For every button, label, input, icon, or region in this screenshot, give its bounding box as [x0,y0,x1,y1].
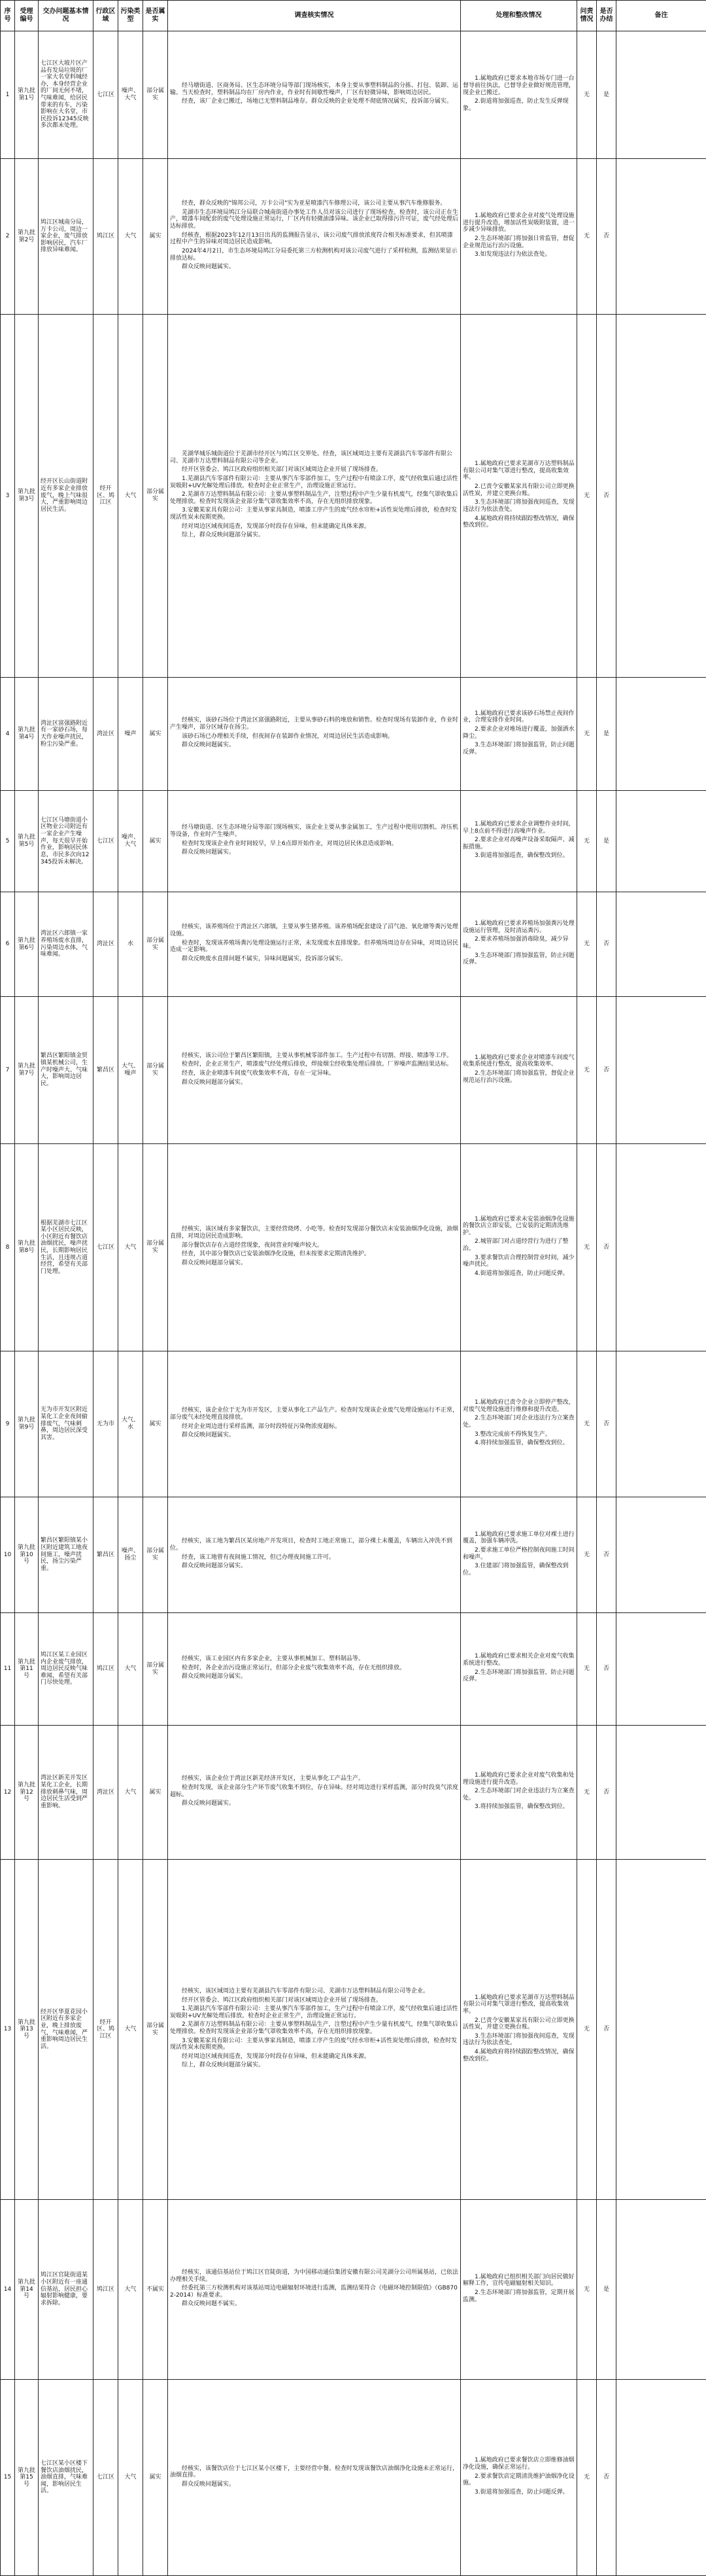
cell-verified: 部分属实 [143,1613,168,1726]
cell-remark [616,997,706,1144]
cell-pollution: 大气 [118,2200,143,2380]
header-row [1,1,706,31]
investigation-paragraph: 芜湖华城乐城街道位于芜湖市经开区与鸠江区交界处。经查，该区域周边主要有芜湖县汽车零部件有限公司、芜湖市万达塑料制品有限公司等企业。 [170,451,458,464]
header-remark: 备注 [616,1,706,31]
handling-paragraph: 3.要求餐饮店合理控制营业时间，减少噪声扰民。 [463,1255,575,1268]
header-code: 受理编号 [15,1,39,31]
cell-region: 鸠江区 [93,159,118,315]
cell-closed: 否 [597,159,616,315]
cell-seq: 11 [1,1613,15,1726]
cell-remark [616,678,706,791]
cell-code: 第九批第15号 [15,2380,39,2576]
handling-paragraph: 2.要求企业对堆场进行覆盖，加强洒水降尘。 [463,726,575,740]
cell-region: 湾沚区 [93,1726,118,1860]
cell-code: 第九批第7号 [15,997,39,1144]
handling-paragraph: 2.生态环境部门将加强监管，督促企业规范运行治污设施。 [463,1070,575,1084]
cell-region: 湾沚区 [93,678,118,791]
cell-code: 第九批第10号 [15,1497,39,1613]
handling-paragraph: 1.属地政府已要求企业调整作业时间，早上8点前不得进行高噪声作业。 [463,821,575,835]
cell-investigation [168,159,461,315]
table-row [1,1351,706,1497]
handling-paragraph: 2.要求施工单位严格控制夜间施工时间和噪声。 [463,1547,575,1561]
handling-paragraph: 2.生态环境部门对企业违法行为立案查处。 [463,1788,575,1801]
cell-code: 第九批第12号 [15,1726,39,1860]
cell-issue: 鸠江区城南分局，万卡公司，周边一家企业，废气排放影响居民，汽车厂排放异味难闻。 [39,159,93,315]
handling-paragraph: 1.属地政府已要求餐饮店立即维修油烟净化设施，确保正常运行。 [463,2457,575,2471]
cell-closed: 否 [597,1860,616,2200]
cell-seq: 4 [1,678,15,791]
cell-region: 经开区、鸠江区 [93,1860,118,2200]
investigation-paragraph: 3.安徽某家具有限公司：主要从事家具制造，喷漆工序产生的废气经水帘柜+活性炭处理后排放，检查时发现活性炭未按期更换。 [170,2038,458,2051]
cell-remark [616,159,706,315]
investigation-paragraph: 经开区管委会、鸠江区政府组织相关部门对该区域周边企业开展了现场排查。 [170,466,458,474]
header-issue: 交办问题基本情况 [39,1,93,31]
table-row [1,31,706,159]
handling-paragraph: 3.住建部门将加强监管，确保整改到位。 [463,1563,575,1576]
cell-handling [461,1351,577,1497]
investigation-paragraph: 经核查，根据2023年12月13日出具的监测报告显示，该公司废气排放浓度符合相关标准要求，但其喷漆过程中产生的异味对周边居民造成影响。 [170,232,458,246]
investigation-paragraph: 1.芜湖县汽车零部件有限公司：主要从事汽车零部件加工，生产过程中有喷涂工序，废气经收集后通过活性炭吸附+UV光解处理后排放。检查时企业正常生产，治理设施正常运行。 [170,2006,458,2019]
cell-verified: 部分属实 [143,892,168,997]
cell-handling [461,315,577,678]
investigation-paragraph: 经核实，该养殖场位于湾沚区六郎镇，主要从事生猪养殖。该养殖场配套建设了沼气池、氧化塘等粪污处理设施。 [170,924,458,937]
cell-issue: 七江区大坡片区产品有发局垃圾的厂一家大名堂料城经办，本身经营企业的厂间无何不堵，气味难闻，给居民带来的有车，污染影响在大名堂，市民投诉12345反映多次都未处理。 [39,31,93,159]
investigation-paragraph: 综上，群众反映问题部分属实。 [170,2062,458,2069]
investigation-paragraph: 经委托第三方检测机构对该基站周边电磁辐射环境进行监测，监测结果符合《电磁环境控制限值》（GB8702-2014）标准要求。 [170,2285,458,2299]
cell-code: 第九批第9号 [15,1351,39,1497]
investigation-paragraph: 经核实，该餐饮店位于七江区某小区楼下，主要经营中餐。检查时发现该餐饮店油烟净化设施未正常运行，油烟直排。 [170,2465,458,2479]
handling-paragraph: 1.属地政府已要求企业对废气收集和处理设施进行提升改造。 [463,1772,575,1786]
table-row [1,1613,706,1726]
header-verified: 是否属实 [143,1,168,31]
cell-closed: 是 [597,678,616,791]
cell-seq: 8 [1,1144,15,1351]
investigation-paragraph: 经核实，该区域有多家餐饮店，主要经营烧烤、小吃等。检查时发现部分餐饮店未安装油烟净化设施，油烟直排，对周边居民造成影响。 [170,1226,458,1240]
handling-paragraph: 4.将持续加强监管，确保整改到位。 [463,1440,575,1447]
handling-paragraph: 1.属地政府已要求企业对喷漆车间废气收集系统进行整改，提高收集效率。 [463,1054,575,1068]
investigation-paragraph: 该砂石场已办理相关手续，但夜间存在装卸作业情况，对周边居民生活造成影响。 [170,733,458,740]
investigation-paragraph: 经核实，该企业位于无为市开发区，主要从事化工产品生产。检查时发现该企业废气处理设施运行不正常，部分废气未经处理直接排放。 [170,1407,458,1421]
cell-verified: 部分属实 [143,1497,168,1613]
cell-pollution: 大气 [118,315,143,678]
cell-remark [616,1497,706,1613]
cell-seq: 9 [1,1351,15,1497]
cell-seq: 12 [1,1726,15,1860]
cell-handling [461,1144,577,1351]
handling-paragraph: 1.属地政府已要求相关企业对废气收集系统进行整改。 [463,1653,575,1667]
investigation-paragraph: 检查时，企业正常生产，喷漆废气经处理后排放，焊接烟尘经收集处理后排放。厂界噪声监测结果达标。 [170,1061,458,1068]
cell-accountability: 无 [577,678,597,791]
cell-issue: 七江区某小区楼下餐饮店油烟扰民，油烟直排，气味难闻，影响居民生活。 [39,2380,93,2576]
cell-seq: 15 [1,2380,15,2576]
investigation-paragraph: 群众反映问题属实。 [170,2481,458,2488]
investigation-paragraph: 群众反映问题属实。 [170,742,458,749]
cell-pollution: 噪声 [118,678,143,791]
investigation-paragraph: 经核实，该区域周边主要有芜湖县汽车零部件有限公司、芜湖市万达塑料制品有限公司等企业。 [170,1988,458,1995]
cell-region: 七江区 [93,2380,118,2576]
cell-pollution: 大气 [118,1144,143,1351]
cell-investigation [168,315,461,678]
header-pollution: 污染类型 [118,1,143,31]
cell-verified: 部分属实 [143,1860,168,2200]
investigation-paragraph: 经查，该企业喷漆车间废气收集效率不高，存在一定异味。 [170,1070,458,1077]
cell-issue: 无为市开发区附近某化工企业夜间偷排废气，气味刺鼻，周边居民深受其害。 [39,1351,93,1497]
cell-verified: 属实 [143,678,168,791]
handling-paragraph: 3.将持续加强监管，确保整改到位。 [463,1803,575,1811]
investigation-paragraph: 检查时发现该企业作业时间较早，早上6点即开始作业，对周边居民休息造成影响。 [170,841,458,848]
cell-closed: 否 [597,1497,616,1613]
table-row [1,2380,706,2576]
cell-handling [461,997,577,1144]
handling-paragraph: 1.属地政府已要求本地市场专门进一台督导前往执法，已督导企业做好规范管理，现企业已搬迁。 [463,75,575,96]
investigation-paragraph: 经核实，该工地为繁昌区某房地产开发项目，检查时工地正常施工，部分裸土未覆盖，车辆出入冲洗不到位。 [170,1538,458,1552]
investigation-paragraph: 群众反映问题属实。 [170,264,458,271]
cell-region: 七江区 [93,31,118,159]
investigation-paragraph: 群众反映问题部分属实。 [170,1079,458,1087]
cell-issue: 湾沚区富强路附近有一家砂石场，每天作业噪声扰民，粉尘污染严重。 [39,678,93,791]
investigation-paragraph: 经马塘街道、区生态环境分局等部门现场核实，该企业主要从事金属加工，生产过程中使用切割机、冲压机等设备，作业时产生噪声。 [170,824,458,838]
cell-pollution: 大气 [118,159,143,315]
cell-investigation [168,678,461,791]
cell-region: 鸠江区 [93,2200,118,2380]
handling-paragraph: 3.生态环境部门将加强监管，防止问题反弹。 [463,742,575,756]
cell-accountability: 无 [577,791,597,892]
cell-seq: 7 [1,997,15,1144]
investigation-paragraph: 群众反映问题属实。 [170,1800,458,1807]
cell-issue: 根据芜湖市七江区某小区居民反映，小区附近有餐饮店油烟扰民，噪声扰民，长期影响居民生活，且违规占道经营，希望有关部门处理。 [39,1144,93,1351]
table-row [1,2200,706,2380]
cell-handling [461,1613,577,1726]
table-row [1,159,706,315]
investigation-paragraph: 检查时，各企业治污设施正常运行，但部分企业废气收集效率不高，存在无组织排放。 [170,1665,458,1672]
cell-code: 第九批第6号 [15,892,39,997]
handling-paragraph: 1.属地政府已要求企业对废气处理设施进行提升改造，增加活性炭吸附装置，进一步减少异味排放。 [463,213,575,234]
investigation-paragraph: 经对周边区域夜间巡查，发现部分时段存在异味，但未能确定具体来源。 [170,2053,458,2061]
table-row [1,1726,706,1860]
investigation-paragraph: 芜湖市生态环境局鸠江分局联合城南街道办事处工作人员对该公司进行了现场检查。检查时，该公司正在生产，喷漆车间配套的废气处理设施正常运行，厂区内有轻微油漆异味。该企业已取得排污许可证，废气经处理后达标排放。 [170,209,458,230]
investigation-paragraph: 2.芜湖市万达塑料制品有限公司：主要从事塑料制品生产，注塑过程中产生少量有机废气，经集气罩收集后处理排放。检查时发现该企业部分集气罩收集效率不高，存在无组织排放现象。 [170,2021,458,2035]
investigation-paragraph: 经查，该工地曾有夜间施工情况，但已办理夜间施工许可。 [170,1554,458,1561]
handling-paragraph: 2.生态环境部门对企业违法行为立案查处。 [463,1415,575,1429]
cell-closed: 否 [597,1351,616,1497]
cell-closed: 否 [597,315,616,678]
cell-accountability: 无 [577,892,597,997]
table-row [1,1497,706,1613]
cell-closed: 否 [597,892,616,997]
cell-region: 七江区 [93,791,118,892]
investigation-paragraph: 群众反映问题属实。 [170,849,458,856]
investigation-paragraph: 1.芜湖县汽车零部件有限公司：主要从事汽车零部件加工，生产过程中有喷涂工序，废气经收集后通过活性炭吸附+UV光解处理后排放。检查时企业正常生产，治理设施正常运行。 [170,476,458,489]
handling-paragraph: 4.街道将加强巡查，防止问题反弹。 [463,1270,575,1278]
cell-accountability: 无 [577,159,597,315]
cell-closed: 否 [597,997,616,1144]
investigation-paragraph: 经对企业周边进行采样监测，部分时段特征污染物浓度超标。 [170,1423,458,1431]
cell-pollution: 大气 [118,1860,143,2200]
cell-code: 第九批第13号 [15,1860,39,2200]
investigation-paragraph: 经核实，该工业园区内有多家企业，主要从事机械加工、塑料制品等。 [170,1656,458,1663]
cell-pollution: 噪声、扬尘 [118,1497,143,1613]
cell-investigation [168,1613,461,1726]
cell-pollution: 大气 [118,1726,143,1860]
cell-code: 第九批第5号 [15,791,39,892]
handling-paragraph: 1.属地政府已要求未安装油烟净化设施的餐饮店立即安装，已安装的定期清洗维护。 [463,1216,575,1237]
handling-paragraph: 2.已责令安徽某家具有限公司立即更换活性炭，并建立更换台账。 [463,2017,575,2031]
cell-verified: 属实 [143,2380,168,2576]
cell-code: 第九批第14号 [15,2200,39,2380]
cell-pollution: 水 [118,892,143,997]
investigation-paragraph: 经核实，该企业位于湾沚区新芜经济开发区，主要从事化工产品生产。 [170,1775,458,1783]
cell-issue: 湾沚区六郎镇一家养殖场废水直排，污染周边水体，气味难闻。 [39,892,93,997]
cell-code: 第九批第8号 [15,1144,39,1351]
cell-seq: 2 [1,159,15,315]
cell-remark [616,892,706,997]
cell-closed: 否 [597,1726,616,1860]
cell-pollution: 大气 [118,1613,143,1726]
handling-paragraph: 1.属地政府已要求芜湖市万达塑料制品有限公司对集气罩进行整改，提高收集效率。 [463,461,575,481]
cell-investigation [168,1144,461,1351]
cell-verified: 部分属实 [143,315,168,678]
cell-handling [461,1497,577,1613]
cell-accountability: 无 [577,31,597,159]
cell-verified: 不属实 [143,2200,168,2380]
table-row [1,997,706,1144]
investigation-paragraph: 部分餐饮店存在占道经营现象，夜间营业时噪声较大。 [170,1242,458,1249]
handling-paragraph: 1.属地政府已责令企业立即停产整改，对废气处理设施进行维修和提升改造。 [463,1399,575,1413]
investigation-paragraph: 群众反映废水直排问题不属实，异味问题属实，投诉部分属实。 [170,956,458,963]
handling-paragraph: 4.属地政府将持续跟踪整改情况，确保整改到位。 [463,515,575,529]
cell-issue: 经开区长山街道附近有多家企业排放废气，晚上气味很大，严重影响周边居民生活。 [39,315,93,678]
handling-paragraph: 3.生态环境部门将加强监管，防止问题反弹。 [463,952,575,966]
cell-investigation [168,1497,461,1613]
handling-paragraph: 3.街道将加强巡查，防止问题反弹。 [463,2489,575,2496]
cell-verified: 属实 [143,159,168,315]
cell-investigation [168,892,461,997]
cell-handling [461,791,577,892]
cell-investigation [168,1351,461,1497]
cell-pollution: 大气、噪声 [118,997,143,1144]
investigation-paragraph: 经马塘街道、区商务局、区生态环境分局等部门现场核实，本身主要从事塑料制品的分拣、打包、装卸、运输。当天检查时，塑料制品均在厂房内作业，作业时有间歇性噪声，厂区有轻微异味，影响周边居民。 [170,82,458,96]
handling-paragraph: 2.生态环境部门将加强日常监管，督促企业规范运行治污设施。 [463,235,575,249]
cell-investigation [168,31,461,159]
investigation-paragraph: 2.芜湖市万达塑料制品有限公司：主要从事塑料制品生产，注塑过程中产生少量有机废气，经集气罩收集后处理排放。检查时发现该企业部分集气罩收集效率不高，存在无组织排放现象。 [170,491,458,505]
cell-investigation [168,1860,461,2200]
cell-handling [461,31,577,159]
investigation-paragraph: 群众反映问题部分属实。 [170,1673,458,1680]
investigation-paragraph: 群众反映问题部分属实。 [170,1260,458,1267]
cell-region: 繁昌区 [93,997,118,1144]
handling-paragraph: 1.属地政府已要求养殖场加强粪污处理设施运行管理，及时清运粪污。 [463,920,575,934]
cell-investigation [168,791,461,892]
cell-verified: 属实 [143,1351,168,1497]
table-row [1,791,706,892]
table-body [1,31,706,2576]
handling-paragraph: 2.街道将加强巡查，防止发生反弹现象。 [463,98,575,112]
investigation-paragraph: 经开区管委会、鸠江区政府组织相关部门对该区域周边企业开展了现场排查。 [170,1997,458,2004]
cell-handling [461,892,577,997]
cell-code: 第九批第2号 [15,159,39,315]
cell-region: 湾沚区 [93,892,118,997]
investigation-paragraph: 2024年4月2日，市生态环境局鸠江分局委托第三方检测机构对该公司废气进行了采样检测，监测结果显示排放达标。 [170,248,458,262]
handling-paragraph: 2.城管部门对占道经营行为进行了整治。 [463,1238,575,1252]
handling-paragraph: 1.属地政府已组织相关部门向居民做好解释工作，宣传电磁辐射相关知识。 [463,2274,575,2288]
cell-issue: 经开区华夏花园小区附近有多家企业，晚上排放废气，气味难闻，严重影响周边居民生活。 [39,1860,93,2200]
cell-closed: 否 [597,2380,616,2576]
cell-remark [616,791,706,892]
cell-verified: 部分属实 [143,31,168,159]
cell-seq: 3 [1,315,15,678]
cell-closed: 否 [597,1613,616,1726]
cell-handling [461,2200,577,2380]
cell-region: 经开区、鸠江区 [93,315,118,678]
cell-accountability: 无 [577,1144,597,1351]
cell-region: 繁昌区 [93,1497,118,1613]
cell-closed: 是 [597,2200,616,2380]
cell-region: 无为市 [93,1351,118,1497]
investigation-paragraph: 经核实，该通信基站位于鸠江区官陡街道，为中国移动通信集团安徽有限公司芜湖分公司所属基站，已依法办理相关手续。 [170,2269,458,2283]
cell-seq: 14 [1,2200,15,2380]
cell-verified: 部分属实 [143,997,168,1144]
handling-paragraph: 2.生态环境部门将加强监管，定期开展监测。 [463,2289,575,2303]
cell-investigation [168,2380,461,2576]
table-row [1,1860,706,2200]
cell-accountability: 无 [577,1726,597,1860]
cell-code: 第九批第3号 [15,315,39,678]
cell-remark [616,1613,706,1726]
cell-issue: 鸠江区官陡街道某小区附近有一座通信基站，居民担心辐射影响健康，要求拆除。 [39,2200,93,2380]
cell-closed: 否 [597,1144,616,1351]
cell-closed: 是 [597,791,616,892]
cell-handling [461,1860,577,2200]
investigation-paragraph: 经查，该厂企业已搬迁，场地已无塑料制品堆存。群众反映的企业处理不彻底情况属实，投诉部分属实。 [170,98,458,105]
cell-handling [461,159,577,315]
cell-closed: 是 [597,31,616,159]
table-row [1,315,706,678]
handling-paragraph: 2.已责令安徽某家具有限公司立即更换活性炭，并建立更换台账。 [463,483,575,497]
handling-paragraph: 1.属地政府已要求芜湖市万达塑料制品有限公司对集气罩进行整改，提高收集效率。 [463,1994,575,2015]
header-closed: 是否办结 [597,1,616,31]
handling-paragraph: 3.街道将加强巡查，确保整改到位。 [463,852,575,860]
cell-remark [616,1860,706,2200]
cell-remark [616,31,706,159]
handling-paragraph: 1.属地政府已要求施工单位对裸土进行覆盖，加强车辆冲洗。 [463,1531,575,1545]
handling-paragraph: 3.如发现违法行为依法查处。 [463,251,575,258]
cell-pollution: 大气 [118,2380,143,2576]
table-row [1,1144,706,1351]
cell-remark [616,1144,706,1351]
cell-seq: 13 [1,1860,15,2200]
cell-accountability: 无 [577,2380,597,2576]
cell-remark [616,1351,706,1497]
cell-seq: 10 [1,1497,15,1613]
table-row [1,678,706,791]
cell-verified: 属实 [143,1726,168,1860]
cell-accountability: 无 [577,2200,597,2380]
investigation-paragraph: 经查，其中部分餐饮店已安装油烟净化设施，但未按要求定期清洗维护。 [170,1251,458,1258]
investigation-paragraph: 3.安徽某家具有限公司：主要从事家具制造，喷漆工序产生的废气经水帘柜+活性炭处理后排放，检查时发现活性炭未按期更换。 [170,507,458,521]
handling-paragraph: 2.要求养殖场加强消毒除臭，减少异味。 [463,936,575,950]
cell-issue: 繁昌区繁阳镇某小区附近建筑工地夜间施工，噪声扰民，扬尘污染严重。 [39,1497,93,1613]
investigation-paragraph: 经核实，该砂石场位于湾沚区富强路附近，主要从事砂石料的堆放和销售。检查时现场有装卸作业，作业时产生噪声，部分区域存在扬尘。 [170,717,458,731]
header-handling: 处理和整改情况 [461,1,577,31]
investigation-paragraph: 经查，群众反映的"锦邦公司，万卡公司"实为亚星喷漆汽车修理公司，该公司主要从事汽车维修服务。 [170,200,458,207]
cell-verified: 部分属实 [143,1144,168,1351]
cell-region: 七江区 [93,1144,118,1351]
investigation-paragraph: 检查时发现，该企业部分生产环节废气收集不到位，存在异味。经对周边进行采样监测，部分时段臭气浓度超标。 [170,1784,458,1798]
handling-paragraph: 1.属地政府已要求该砂石场禁止夜间作业，合理安排作业时间。 [463,710,575,724]
table-row [1,892,706,997]
cell-pollution: 噪声、大气 [118,31,143,159]
cell-remark [616,1726,706,1860]
handling-paragraph: 3.整改完成前不得恢复生产。 [463,1431,575,1438]
cell-accountability: 无 [577,1497,597,1613]
cell-issue: 七江区马塘街道小区物业公司附近有一家企业产生噪声，每天很早开始作业，影响居民休息，市民多次向12345投诉未解决。 [39,791,93,892]
cell-accountability: 无 [577,1351,597,1497]
handling-paragraph: 3.生态环境部门将加强夜间巡查，发现违法行为依法查处。 [463,2033,575,2047]
cell-remark [616,2380,706,2576]
investigation-paragraph: 综上，群众反映问题部分属实。 [170,532,458,539]
header-region: 行政区域 [93,1,118,31]
handling-paragraph: 4.属地政府将持续跟踪整改情况，确保整改到位。 [463,2049,575,2063]
cell-seq: 1 [1,31,15,159]
cell-seq: 5 [1,791,15,892]
cell-accountability: 无 [577,1613,597,1726]
investigation-paragraph: 经核实，该公司位于繁昌区繁阳镇，主要从事机械零部件加工。生产过程中有切割、焊接、喷漆等工序。 [170,1053,458,1060]
header-seq: 序号 [1,1,15,31]
cell-handling [461,678,577,791]
investigation-paragraph: 群众反映问题属实。 [170,1432,458,1439]
cell-seq: 6 [1,892,15,997]
header-accountability: 问责情况 [577,1,597,31]
cell-code: 第九批第1号 [15,31,39,159]
cell-issue: 湾沚区新芜开发区某化工企业，长期排放刺鼻气味，周边居民生活受到严重影响。 [39,1726,93,1860]
investigation-paragraph: 经对周边区域夜间巡查，发现部分时段存在异味，但未能确定具体来源。 [170,523,458,531]
investigation-paragraph: 检查时，发现该养殖场粪污处理设施运行正常，未发现废水直排现象。但养殖场周边存在异味，对周边居民造成一定影响。 [170,940,458,954]
cell-code: 第九批第11号 [15,1613,39,1726]
cell-pollution: 大气、水 [118,1351,143,1497]
cell-issue: 繁昌区繁阳镇金贸镇某机械公司，生产时噪声大、气味大，影响周边居民。 [39,997,93,1144]
cell-remark [616,2200,706,2380]
cell-verified: 属实 [143,791,168,892]
cell-remark [616,315,706,678]
investigation-paragraph: 群众反映问题部分属实。 [170,1563,458,1570]
cell-code: 第九批第4号 [15,678,39,791]
cell-region: 鸠江区 [93,1613,118,1726]
handling-paragraph: 2.生态环境部门将加强监管，防止问题反弹。 [463,1669,575,1683]
cell-accountability: 无 [577,1860,597,2200]
cell-investigation [168,2200,461,2380]
cell-handling [461,2380,577,2576]
handling-paragraph: 2.要求企业对高噪声设备采取隔声、减振措施。 [463,837,575,850]
header-investigation: 调查核实情况 [168,1,461,31]
cell-handling [461,1726,577,1860]
cell-investigation [168,997,461,1144]
handling-paragraph: 3.生态环境部门将加强夜间巡查，发现违法行为依法查处。 [463,499,575,513]
investigation-paragraph: 群众反映问题不属实。 [170,2301,458,2308]
cell-accountability: 无 [577,315,597,678]
cell-pollution: 噪声、大气 [118,791,143,892]
cell-issue: 鸠江区某工业园区内企业废气排放，周边居民反映气味难闻，希望有关部门尽快处理。 [39,1613,93,1726]
handling-paragraph: 2.要求餐饮店定期清洗维护油烟净化设施。 [463,2473,575,2487]
cell-accountability: 无 [577,997,597,1144]
cell-investigation [168,1726,461,1860]
